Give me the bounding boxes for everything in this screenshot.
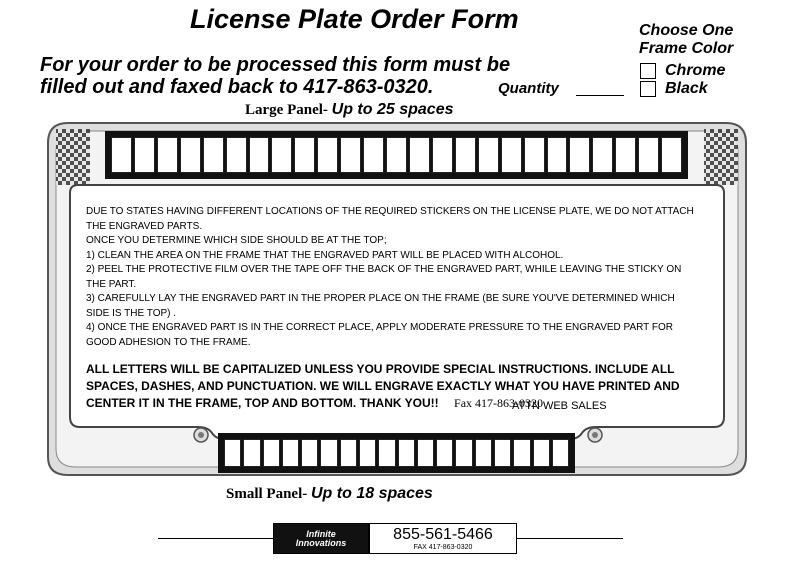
logo-line-2: Innovations (295, 537, 347, 548)
large-panel-space[interactable] (592, 137, 613, 173)
fax-number: FAX 417-863-0320 (413, 544, 473, 551)
large-panel-space[interactable] (226, 137, 247, 173)
instruction-paragraph: 1) CLEAN THE AREA ON THE FRAME THAT THE ENGRAVED PART WILL BE PLACED WITH ALCOHOL. (86, 249, 564, 261)
large-panel-space[interactable] (615, 137, 636, 173)
small-panel-space[interactable] (263, 439, 280, 467)
instructions-block (86, 205, 700, 350)
small-panel-space[interactable] (494, 439, 511, 467)
capitalization-notice (86, 361, 700, 412)
quantity-label: Quantity (498, 80, 559, 97)
large-panel-space[interactable] (111, 137, 132, 173)
small-panel-space[interactable] (552, 439, 569, 467)
instruction-paragraph: ONCE YOU DETERMINE WHICH SIDE SHOULD BE AT THE TOP; (86, 235, 387, 246)
small-panel-space[interactable] (224, 439, 241, 467)
footer-rule-left (158, 538, 273, 539)
small-panel-space[interactable] (320, 439, 337, 467)
large-panel-space[interactable] (157, 137, 178, 173)
large-panel-space[interactable] (524, 137, 545, 173)
chrome-label: Chrome (665, 62, 726, 79)
small-panel-space[interactable] (359, 439, 376, 467)
black-label: Black (665, 80, 708, 97)
large-panel-space[interactable] (317, 137, 338, 173)
small-panel-label (226, 485, 433, 503)
instruction-line-1: For your order to be processed this form must be (40, 54, 511, 76)
large-panel-space[interactable] (294, 137, 315, 173)
small-panel-space[interactable] (436, 439, 453, 467)
small-panel-spaces: Up to 18 spaces (311, 485, 433, 502)
large-panel-space[interactable] (134, 137, 155, 173)
large-panel-grid (105, 131, 688, 179)
large-panel-space[interactable] (638, 137, 659, 173)
phone-number: 855-561-5466 (393, 526, 493, 543)
black-checkbox[interactable] (640, 81, 656, 97)
instruction-paragraph: 4) ONCE THE ENGRAVED PART IS IN THE CORRECT PLACE, APPLY MODERATE PRESSURE TO THE ENGRAVED PART FOR GOOD ADHESION TO THE FRAME. (86, 322, 673, 348)
small-panel-space[interactable] (455, 439, 472, 467)
option-chrome[interactable] (640, 62, 725, 80)
attn-label: ATTN WEB SALES (512, 400, 607, 412)
large-panel-space[interactable] (547, 137, 568, 173)
fax-inline: Fax 417-863-0320 (454, 396, 544, 410)
frame-color-title-line-1: Choose One (639, 22, 734, 39)
large-panel-label (245, 101, 453, 119)
large-panel-space[interactable] (249, 137, 270, 173)
small-panel-space[interactable] (475, 439, 492, 467)
fax-instruction (40, 54, 510, 98)
option-black[interactable] (640, 80, 708, 98)
chrome-checkbox[interactable] (640, 63, 656, 79)
large-panel-spaces: Up to 25 spaces (331, 101, 454, 118)
quantity-field[interactable] (576, 95, 624, 96)
large-panel-space[interactable] (271, 137, 292, 173)
instruction-line-2: filled out and faxed back to 417-863-0320. (40, 76, 434, 98)
small-panel-space[interactable] (282, 439, 299, 467)
company-logo (273, 523, 369, 554)
contact-box (369, 523, 517, 554)
small-panel-grid (218, 433, 575, 473)
large-panel-space[interactable] (203, 137, 224, 173)
large-panel-space[interactable] (478, 137, 499, 173)
small-panel-space[interactable] (378, 439, 395, 467)
small-panel-space[interactable] (243, 439, 260, 467)
instruction-paragraph: DUE TO STATES HAVING DIFFERENT LOCATIONS OF THE REQUIRED STICKERS ON THE LICENSE PLATE, WE DO NOT ATTACH THE ENGRAVED PARTS. (86, 206, 694, 232)
large-panel-space[interactable] (386, 137, 407, 173)
small-panel-space[interactable] (533, 439, 550, 467)
instruction-paragraph: 2) PEEL THE PROTECTIVE FILM OVER THE TAPE OFF THE BACK OF THE ENGRAVED PART, WHILE LEAVING THE STICKY ON THE PART. (86, 264, 682, 290)
large-panel-space[interactable] (455, 137, 476, 173)
large-panel-space[interactable] (569, 137, 590, 173)
small-panel-space[interactable] (301, 439, 318, 467)
small-panel-space[interactable] (417, 439, 434, 467)
small-panel-space[interactable] (513, 439, 530, 467)
logo-line-1: Infinite (306, 528, 336, 539)
large-panel-space[interactable] (432, 137, 453, 173)
page-title: License Plate Order Form (190, 4, 519, 34)
instruction-paragraph: 3) CAREFULLY LAY THE ENGRAVED PART IN THE PROPER PLACE ON THE FRAME (BE SURE YOU'VE DETERMINED WHICH SIDE IS THE TOP) . (86, 293, 675, 319)
footer-rule-right (517, 538, 623, 539)
frame-color-title (639, 22, 733, 58)
notice-text: ALL LETTERS WILL BE CAPITALIZED UNLESS YOU PROVIDE SPECIAL INSTRUCTIONS. INCLUDE ALL SPACES, DASHES, AND PUNCTUATION. WE WILL ENGRAVE EXACTLY WHAT YOU HAVE PRINTED AND CENTER IT IN THE FRAME, TOP AND BOTTOM. THANK YOU!! (86, 362, 680, 410)
large-panel-space[interactable] (661, 137, 682, 173)
small-panel-space[interactable] (398, 439, 415, 467)
large-panel-space[interactable] (363, 137, 384, 173)
large-panel-space[interactable] (340, 137, 361, 173)
large-panel-space[interactable] (409, 137, 430, 173)
large-panel-space[interactable] (501, 137, 522, 173)
frame-color-title-line-2: Frame Color (639, 40, 734, 57)
large-panel-space[interactable] (180, 137, 201, 173)
large-panel-title: Large Panel- (245, 102, 328, 118)
small-panel-space[interactable] (340, 439, 357, 467)
small-panel-title: Small Panel- (226, 486, 308, 502)
